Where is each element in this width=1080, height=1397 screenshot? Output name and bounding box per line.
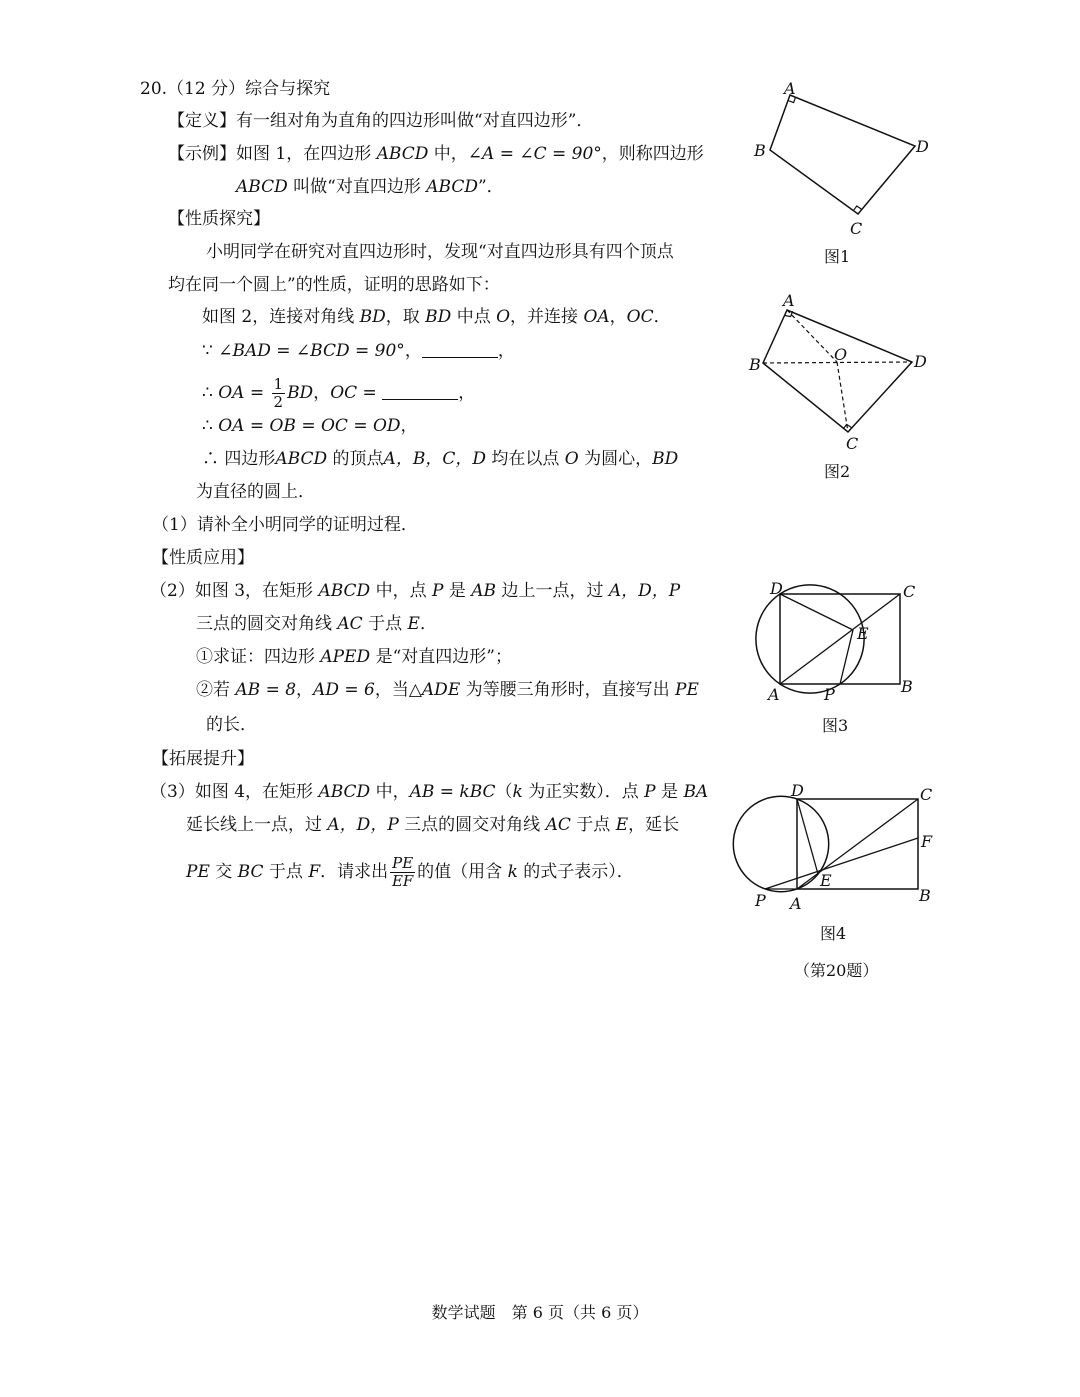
fig2-label-c: C [846, 434, 859, 453]
application-tag: 【性质应用】 [152, 548, 254, 568]
fraction-pe-over-ef: $\frac{PE}{EF}$ [391, 854, 414, 890]
fraction-one-half: $\frac{1}{2}$ [273, 375, 284, 411]
fig4-label-a: A [790, 894, 802, 913]
segment-pf [765, 838, 918, 889]
definition-tag: 【定义】 [168, 111, 236, 131]
right-angle-mark-c [853, 206, 861, 211]
part-2-ii-end: 的长． [206, 715, 257, 735]
extension-tag: 【拓展提升】 [152, 749, 254, 769]
fig1-label-c: C [850, 219, 863, 238]
part-2-ii: ②若 AB = 8，AD = 6，当△ADE 为等腰三角形时，直接写出 PE [196, 680, 699, 700]
part-3-line-3: PE 交 BC 于点 F．请求出 $\frac{PE}{EF}$ 的值（用含 k 的式子表示）． [186, 854, 634, 890]
proof-line-1: 如图 2，连接对角线 BD，取 BD 中点 O，并连接 OA，OC． [202, 307, 671, 327]
fig2-label-b: B [749, 355, 761, 374]
fig3-label-e: E [857, 624, 869, 643]
answer-blank-1[interactable] [422, 341, 498, 358]
segment-oa [787, 310, 837, 362]
answer-blank-2[interactable] [382, 383, 458, 400]
fig4-label-d: D [791, 781, 804, 800]
figure-2-caption: 图2 [824, 462, 851, 481]
property-tag: 【性质探究】 [168, 209, 270, 229]
part-3-line-2: 延长线上一点，过 A，D，P 三点的圆交对角线 AC 于点 E，延长 [186, 815, 680, 835]
fig3-label-b: B [901, 677, 913, 696]
proof-line-4: ∴ OA = OB = OC = OD， [202, 416, 418, 436]
fig4-label-b: B [919, 886, 931, 905]
fig3-label-a: A [768, 685, 780, 704]
fig1-label-d: D [916, 137, 929, 156]
fig4-label-c: C [920, 785, 933, 804]
figure-1-caption: 图1 [824, 247, 851, 266]
property-text-2: 均在同一个圆上”的性质，证明的思路如下： [168, 275, 500, 295]
figure-4 [720, 775, 950, 915]
example-line-2: ABCD 叫做“对直四边形 ABCD”． [236, 177, 504, 197]
fig3-label-p: P [824, 685, 835, 704]
circle-adp [756, 585, 864, 693]
segment-oc [837, 362, 848, 432]
proof-line-3: ∴ OA = $\frac{1}{2}$ BD，OC = ， [202, 375, 476, 411]
fig4-label-p: P [755, 891, 766, 910]
proof-line-6: 为直径的圆上． [196, 482, 315, 502]
quadrilateral-abcd [770, 95, 915, 214]
fig3-label-c: C [903, 582, 916, 601]
figure-1 [740, 70, 940, 240]
page-footer: 数学试题 第 6 页（共 6 页） [431, 1303, 649, 1322]
figure-2 [740, 285, 940, 455]
diagonal-ac [780, 594, 900, 684]
proof-line-2: ∵ ∠BAD = ∠BCD = 90°， ， [202, 341, 515, 361]
part-2-i: ①求证：四边形 APED 是“对直四边形”； [196, 647, 512, 667]
part-3-line-1: （3）如图 4，在矩形 ABCD 中，AB = kBC（k 为正实数）．点 P 是 BA [150, 782, 709, 802]
part-2-line-2: 三点的圆交对角线 AC 于点 E． [196, 614, 437, 634]
fig1-label-a: A [784, 79, 796, 98]
proof-line-5: ∴ 四边形ABCD 的顶点A，B，C，D 均在以点 O 为圆心，BD [202, 449, 679, 469]
fig2-label-a: A [783, 291, 795, 310]
fig1-label-b: B [754, 141, 766, 160]
fig4-label-e: E [820, 871, 832, 890]
circle-adp [733, 796, 828, 891]
quadrilateral-abcd [763, 310, 912, 432]
part-1: （1）请补全小明同学的证明过程． [152, 515, 418, 535]
part-2-line-1: （2）如图 3，在矩形 ABCD 中，点 P 是 AB 边上一点，过 A，D，P [150, 581, 681, 601]
example-line-1: 【示例】如图 1，在四边形 ABCD 中，∠A = ∠C = 90°，则称四边形 [168, 144, 704, 164]
figure-3-caption: 图3 [822, 716, 849, 735]
figure-3 [740, 575, 940, 705]
segment-de [780, 594, 853, 630]
fig2-label-o: O [834, 345, 848, 364]
fig3-label-d: D [770, 579, 783, 598]
question-header: 20.（12 分）综合与探究 [140, 79, 331, 99]
example-tag: 【示例】 [168, 144, 236, 164]
definition-line: 【定义】有一组对角为直角的四边形叫做“对直四边形”． [168, 111, 594, 131]
property-text-1: 小明同学在研究对直四边形时，发现“对直四边形具有四个顶点 [206, 242, 674, 262]
figure-4-caption: 图4 [820, 924, 847, 943]
question-figures-caption: （第20题） [794, 961, 879, 980]
fig2-label-d: D [914, 352, 927, 371]
fig4-label-f: F [921, 832, 933, 851]
